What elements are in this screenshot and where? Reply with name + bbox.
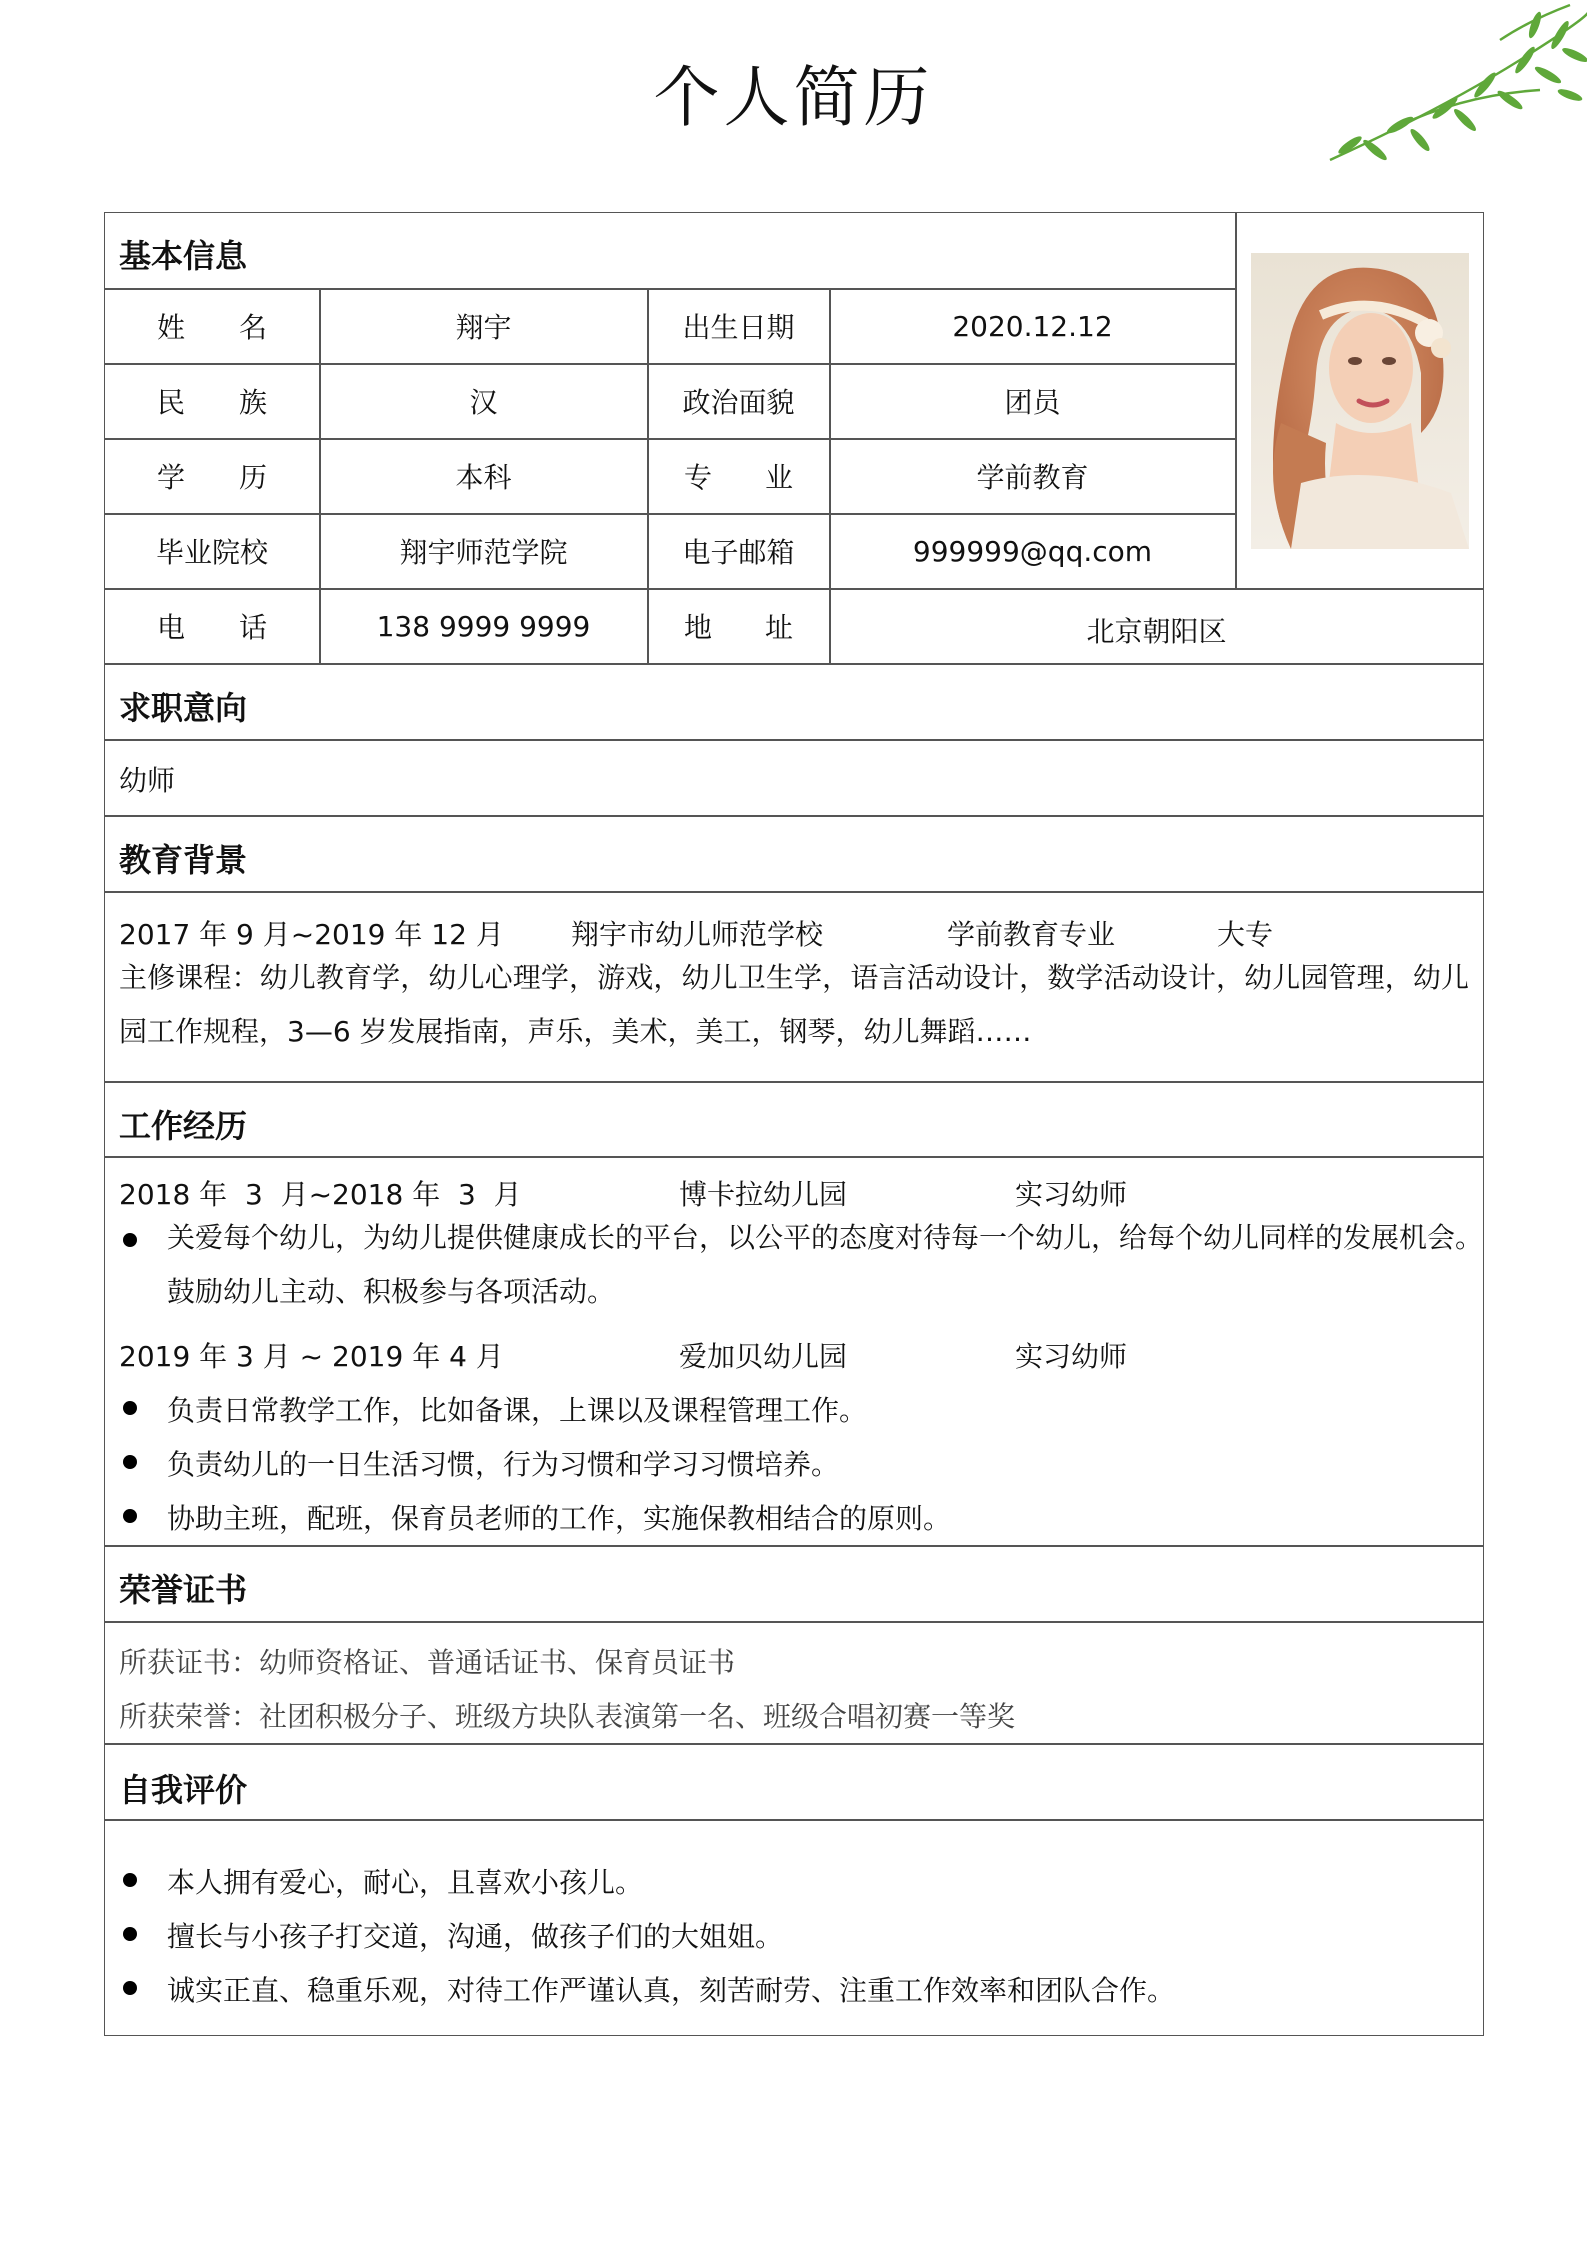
education-level-label: 学 历 [157,461,267,494]
bullet-icon [123,1455,137,1469]
bullet-icon [123,1401,137,1415]
job-intent-value: 幼师 [119,764,176,797]
job-period: 2019 年 3 月 ~ 2019 年 4 月 [119,1340,504,1373]
email-value: 999999@qq.com [912,534,1153,568]
education-courses: 主修课程：幼儿教育学，幼儿心理学，游戏，幼儿卫生学，语言活动设计，数学活动设计，幼儿园管理，幼儿园工作规程，3—6 岁发展指南，声乐，美术，美工，钢琴，幼儿舞蹈…… [119,961,1469,1048]
name-label: 姓 名 [157,311,267,344]
list-item: 协助主班，配班，保育员老师的工作，实施保教相结合的原则。 [119,1497,951,1537]
address-label: 地 址 [684,611,793,644]
birthdate-label: 出生日期 [682,311,795,344]
education-school: 翔宇市幼儿师范学校 [571,918,824,951]
political-status-value: 团员 [1004,386,1061,419]
list-item: 擅长与小孩子打交道，沟通，做孩子们的大姐姐。 [119,1915,783,1955]
major-label: 专 业 [684,461,793,494]
bullet-icon [123,1927,137,1941]
phone-value: 138 9999 9999 [376,609,591,643]
job-org: 博卡拉幼儿园 [679,1178,848,1211]
name-value: 翔宇 [455,311,512,344]
honors-heading: 荣誉证书 [119,1571,248,1609]
education-period: 2017 年 9 月~2019 年 12 月 [119,918,504,951]
work-heading: 工作经历 [119,1107,248,1145]
job-role: 实习幼师 [1015,1340,1128,1373]
job-intent-heading: 求职意向 [119,689,248,727]
page-title: 个人简历 [653,59,934,136]
ethnicity-label: 民 族 [157,386,267,419]
birthdate-value: 2020.12.12 [952,309,1113,343]
list-item: 负责日常教学工作，比如备课，上课以及课程管理工作。 [119,1389,867,1429]
profile-photo [1251,253,1469,549]
job-role: 实习幼师 [1015,1178,1128,1211]
graduated-school-value: 翔宇师范学院 [399,536,568,569]
list-item: 关爱每个幼儿，为幼儿提供健康成长的平台，以公平的态度对待每一个幼儿，给每个幼儿同样的发展机会。鼓励幼儿主动、积极参与各项活动。 [119,1213,1483,1321]
political-status-label: 政治面貌 [682,386,795,419]
job-period: 2018 年 3 月~2018 年 3 月 [119,1178,522,1211]
resume-table [104,212,1484,2036]
job-org: 爱加贝幼儿园 [679,1340,848,1373]
graduated-school-label: 毕业院校 [155,536,268,569]
phone-label: 电 话 [157,611,267,644]
bullet-icon [123,1233,137,1247]
bullet-icon [123,1981,137,1995]
list-item: 本人拥有爱心，耐心，且喜欢小孩儿。 [119,1861,643,1901]
leaf-decoration-icon [1320,0,1587,170]
bullet-icon [123,1509,137,1523]
list-item: 诚实正直、稳重乐观，对待工作严谨认真，刻苦耐劳、注重工作效率和团队合作。 [119,1969,1175,2009]
address-value: 北京朝阳区 [1086,615,1227,648]
email-label: 电子邮箱 [682,536,795,569]
self-eval-heading: 自我评价 [119,1771,248,1809]
ethnicity-value: 汉 [469,386,498,419]
major-value: 学前教育 [976,461,1089,494]
certificates-text: 所获证书：幼师资格证、普通话证书、保育员证书 [119,1646,736,1679]
awards-text: 所获荣誉：社团积极分子、班级方块队表演第一名、班级合唱初赛一等奖 [119,1700,1016,1733]
education-level-value: 本科 [455,461,512,494]
education-heading: 教育背景 [119,841,248,879]
education-degree: 大专 [1217,918,1274,951]
basic-info-heading: 基本信息 [119,237,248,275]
bullet-icon [123,1873,137,1887]
list-item: 负责幼儿的一日生活习惯，行为习惯和学习习惯培养。 [119,1443,839,1483]
education-major: 学前教育专业 [947,918,1116,951]
